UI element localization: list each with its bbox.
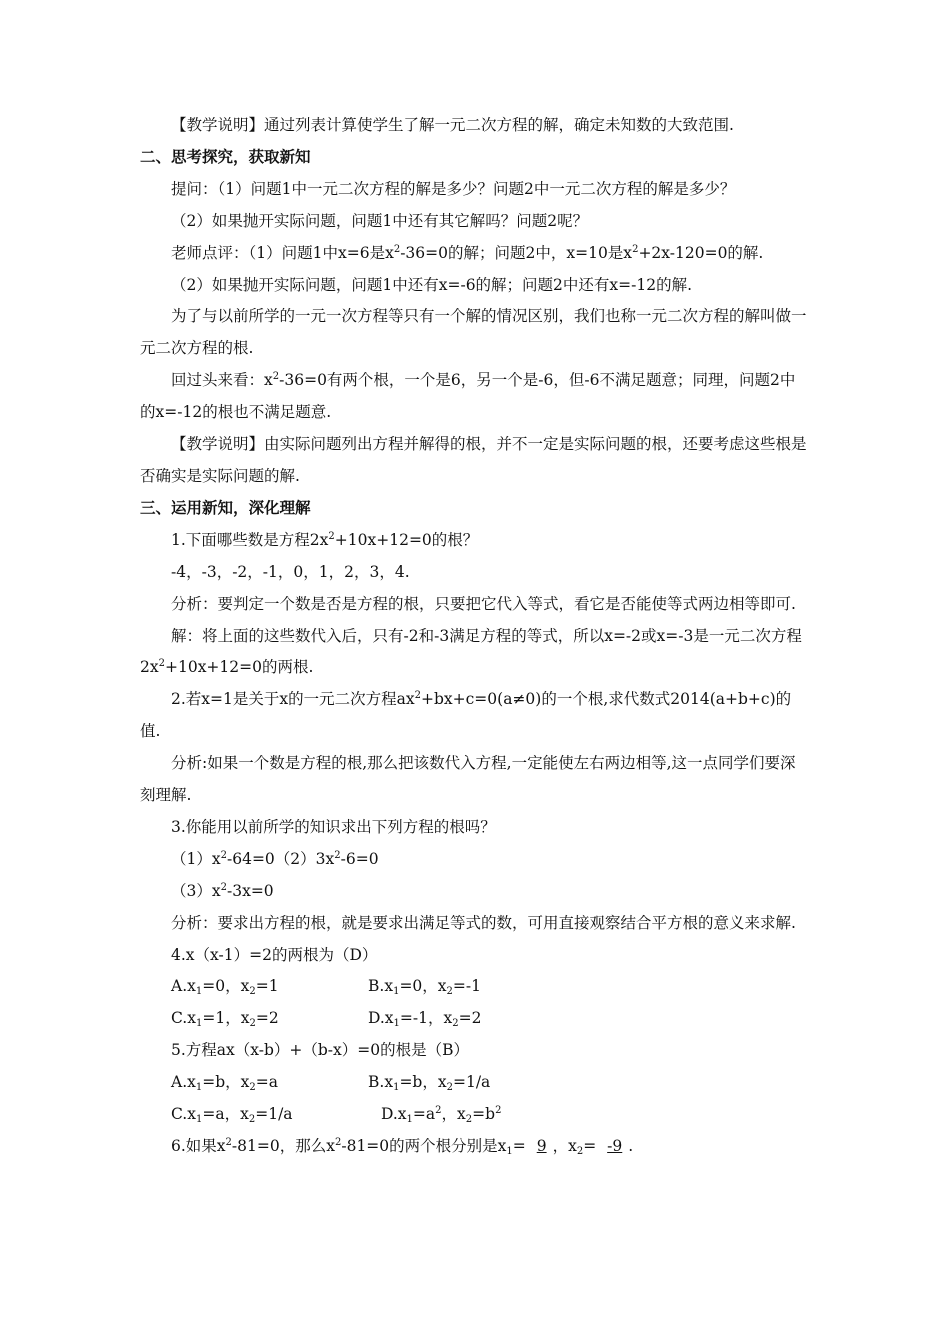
teaching-note-2: 【教学说明】由实际问题列出方程并解得的根，并不一定是实际问题的根，还要考虑这些根是否确实是实际问题的解. — [140, 435, 807, 485]
teaching-note-1: 【教学说明】通过列表计算使学生了解一元二次方程的解，确定未知数的大致范围. — [171, 116, 734, 134]
exercise-2: 2.若x=1是关于x的一元二次方程$ax^2+bx+c=0(a\ne 0)$的一个根,求代数式2014(a+b+c)的值. — [140, 690, 792, 741]
section-heading-3: 三、运用新知，深化理解 — [140, 498, 311, 517]
exercise-6: 6.如果$x^2-81=0$，那么$x^2-81=0$的两个根分别是$x_1= 9$ ，$x_2= -9$ . — [171, 1137, 634, 1157]
option-a: $A.x_1=b$，$x_2=a$ — [171, 1073, 279, 1094]
exercise-3-analysis: 分析：要求出方程的根，就是要求出满足等式的数，可用直接观察结合平方根的意义来求解. — [171, 913, 796, 932]
question-2: （2）如果抛开实际问题，问题1中还有其它解吗？问题2呢？ — [171, 211, 589, 230]
paragraph-review: 回过头来看：$x^2-36=0$有两个根，一个是6，另一个是-6，但-6不满足题意；同理，问题2中的x=-12的根也不满足题意. — [140, 371, 796, 422]
answer-blank-2: -9 — [607, 1137, 623, 1155]
question-1: 提问：（1）问题1中一元二次方程的解是多少？问题2中一元二次方程的解是多少？ — [171, 179, 736, 198]
exercise-3: 3.你能用以前所学的知识求出下列方程的根吗？ — [171, 817, 496, 836]
option-d: $D.x_1=-1$，$x_2=2$ — [368, 1009, 482, 1030]
exercise-4: 4.x（x-1）=2的两根为（D） — [171, 945, 378, 964]
option-b: $B.x_1=0$，$x_2=-1$ — [368, 977, 481, 998]
answer-blank-1: 9 — [536, 1137, 547, 1155]
option-a: $A.x_1=0$，$x_2=1$ — [171, 977, 279, 998]
section-heading-2: 二、思考探究，获取新知 — [140, 147, 311, 166]
exercise-1-analysis: 分析：要判定一个数是否是方程的根，只要把它代入等式，看它是否能使等式两边相等即可. — [171, 594, 796, 613]
option-c: $C.x_1=1$，$x_2=2$ — [171, 1009, 279, 1030]
exercise-3-item-3: $(3)x^2-3x=0$ — [171, 881, 274, 900]
exercise-5: 5.方程ax（x-b）+（b-x）=0的根是（B） — [171, 1041, 470, 1060]
exercise-3-items-1-2: $(1)x^2-64=0(2)3x^2-6=0$ — [171, 849, 379, 868]
option-d: $D.x_1=a^2$，$x_2=b^2$ — [381, 1105, 502, 1126]
option-b: $B.x_1=b$，$x_2=1/a$ — [368, 1073, 491, 1094]
exercise-1-solution: 解：将上面的这些数代入后，只有-2和-3满足方程的等式，所以x=-2或x=-3是一元二次方程$2x^2+10x+12=0$的两根. — [140, 626, 802, 677]
exercise-1-numbers: -4，-3，-2，-1，0，1，2，3，4. — [171, 562, 410, 581]
paragraph-root-definition: 为了与以前所学的一元一次方程等只有一个解的情况区别，我们也称一元二次方程的解叫做一元二次方程的根. — [140, 307, 807, 358]
exercise-5-options-ab — [140, 1067, 810, 1099]
option-c: $C.x_1=a$，$x_2=1/a$ — [171, 1105, 293, 1126]
exercise-4-options-cd — [140, 1003, 810, 1035]
document-page — [140, 110, 810, 1163]
exercise-4-options-ab — [140, 971, 810, 1003]
teacher-comment-2: （2）如果抛开实际问题，问题1中还有x=-6的解；问题2中还有x=-12的解. — [171, 275, 693, 294]
teacher-comment-1: 老师点评：（1）问题1中x=6是$x^2-36=0$的解；问题2中，x=10是$x^2+2x-120=0$的解. — [171, 243, 764, 262]
exercise-5-options-cd — [140, 1099, 810, 1131]
exercise-1: 1.下面哪些数是方程$2x^2+10x+12=0$的根？ — [171, 530, 479, 549]
exercise-2-analysis: 分析:如果一个数是方程的根,那么把该数代入方程,一定能使左右两边相等,这一点同学们要深刻理解. — [140, 754, 796, 805]
